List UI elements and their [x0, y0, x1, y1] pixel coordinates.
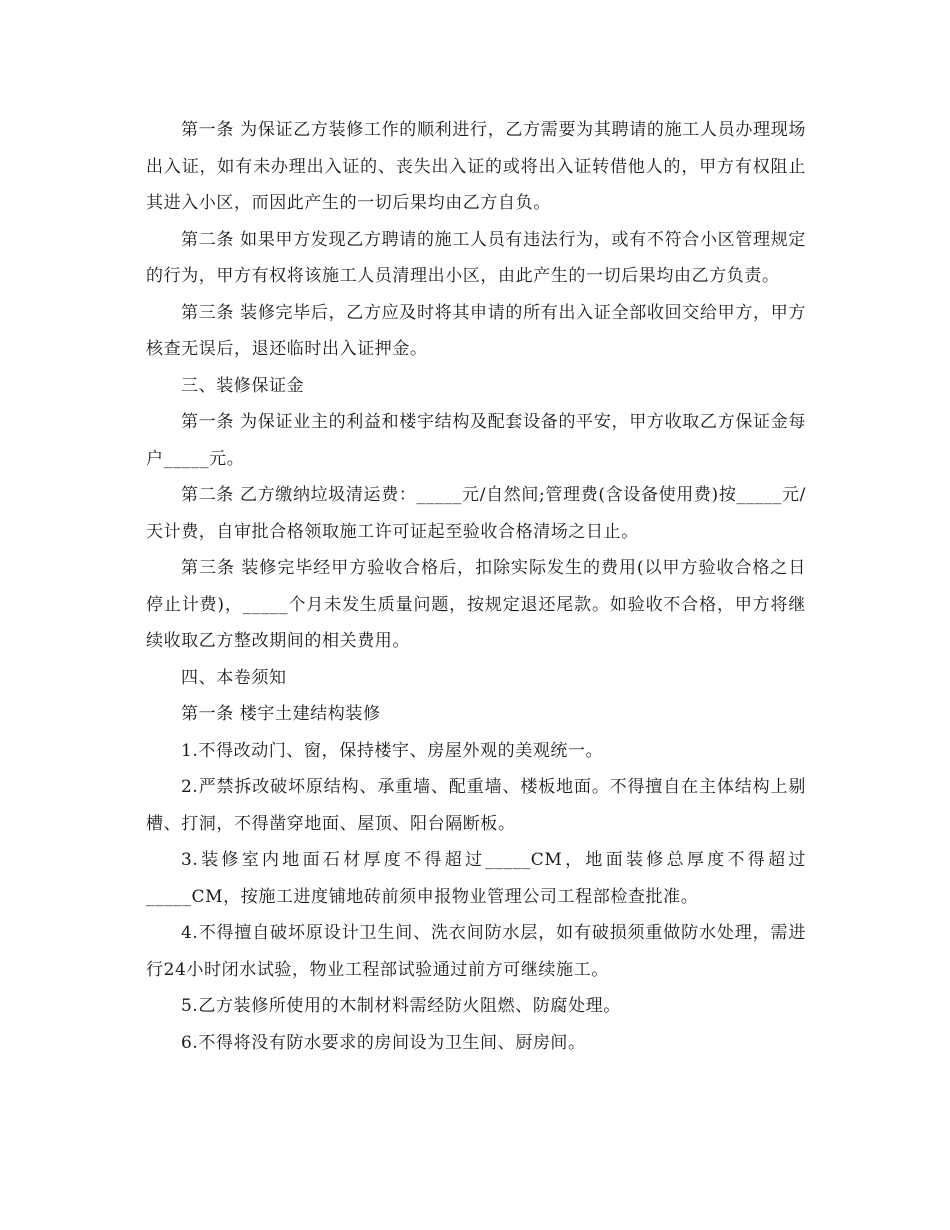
paragraph-2: 第二条 如果甲方发现乙方聘请的施工人员有违法行为，或有不符合小区管理规定的行为，甲方有权将该施工人员清理出小区，由此产生的一切后果均由乙方负责。: [146, 229, 806, 286]
section-heading-deposit: 三、装修保证金: [181, 375, 305, 396]
section-heading-notice: 四、本卷须知: [181, 667, 287, 688]
article-heading-structure: 第一条 楼宇土建结构装修: [181, 704, 381, 724]
paragraph-4: 第一条 为保证业主的利益和楼宇结构及配套设备的平安，甲方收取乙方保证金每户_____元。: [146, 412, 806, 469]
list-item-4: 4.不得擅自破坏原设计卫生间、洗衣间防水层，如有破损须重做防水处理，需进行24小时闭水试验，物业工程部试验通过前方可继续施工。: [146, 923, 806, 980]
paragraph-5: 第二条 乙方缴纳垃圾清运费：_____元/自然间;管理费(含设备使用费)按_____元/天计费，自审批合格领取施工许可证起至验收合格清场之日止。: [146, 485, 806, 542]
list-item-2: 2.严禁拆改破坏原结构、承重墙、配重墙、楼板地面。不得擅自在主体结构上剔槽、打洞，不得凿穿地面、屋顶、阳台隔断板。: [146, 777, 806, 834]
paragraph-3: 第三条 装修完毕后，乙方应及时将其申请的所有出入证全部收回交给甲方，甲方核查无误后，退还临时出入证押金。: [146, 302, 806, 359]
list-item-6: 6.不得将没有防水要求的房间设为卫生间、厨房间。: [181, 1032, 586, 1053]
list-item-1: 1.不得改动门、窗，保持楼宇、房屋外观的美观统一。: [181, 740, 604, 761]
list-item-3: 3.装修室内地面石材厚度不得超过_____CM，地面装修总厚度不得超过_____CM，按施工进度铺地砖前须申报物业管理公司工程部检查批准。: [146, 850, 806, 907]
paragraph-6: 第三条 装修完毕经甲方验收合格后，扣除实际发生的费用(以甲方验收合格之日停止计费)，_____个月未发生质量问题，按规定退还尾款。如验收不合格，甲方将继续收取乙方整改期间的相关费用。: [146, 558, 806, 651]
paragraph-1: 第一条 为保证乙方装修工作的顺利进行，乙方需要为其聘请的施工人员办理现场出入证，如有未办理出入证的、丧失出入证的或将出入证转借他人的，甲方有权阻止其进入小区，而因此产生的一切后果均由乙方自负。: [146, 120, 806, 213]
document-page: [146, 112, 806, 1061]
list-item-5: 5.乙方装修所使用的木制材料需经防火阻燃、防腐处理。: [181, 996, 621, 1016]
